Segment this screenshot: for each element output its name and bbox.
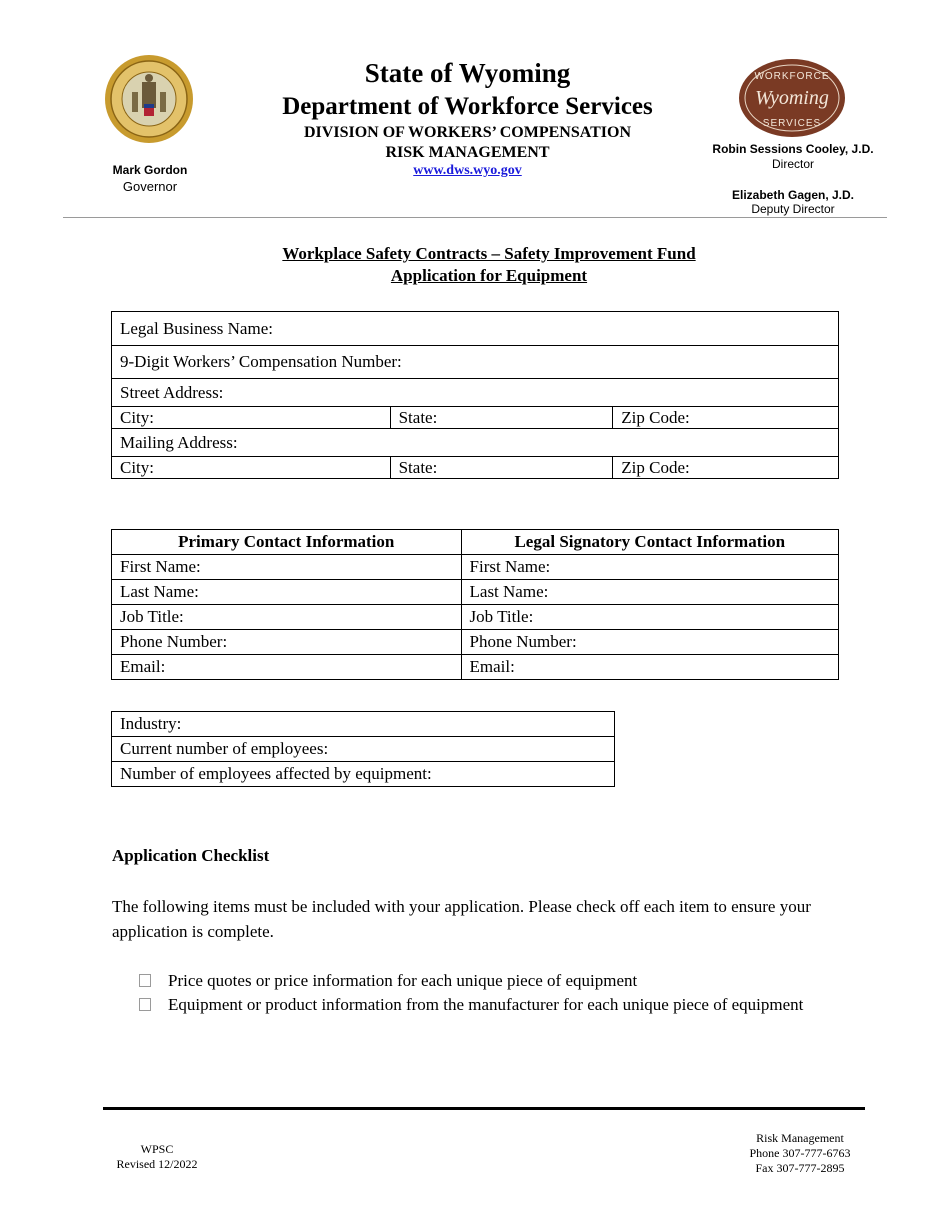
- current-employees-field[interactable]: Current number of employees:: [112, 737, 615, 762]
- primary-job-title-field[interactable]: Job Title:: [112, 605, 462, 630]
- mailing-zip-code-field[interactable]: Zip Code:: [613, 457, 839, 479]
- website-link[interactable]: www.dws.wyo.gov: [413, 163, 522, 178]
- state-field[interactable]: State:: [390, 407, 613, 429]
- checklist-item: [139, 971, 637, 991]
- header-divider: [63, 217, 887, 218]
- primary-contact-header: Primary Contact Information: [112, 530, 462, 555]
- footer-fax: Fax 307-777-2895: [755, 1161, 845, 1175]
- legal-business-name-field[interactable]: Legal Business Name:: [112, 312, 839, 346]
- checklist-item: [139, 995, 803, 1015]
- footer-right: [732, 1131, 868, 1176]
- footer-left: [108, 1142, 206, 1172]
- governor-name: Mark Gordon: [112, 163, 188, 177]
- footer-divider: [103, 1107, 865, 1110]
- primary-last-name-field[interactable]: Last Name:: [112, 580, 462, 605]
- contact-info-table: [111, 529, 839, 680]
- checklist-item-label: Equipment or product information from the manufacturer for each unique piece of equipment: [168, 995, 804, 1014]
- signatory-last-name-field[interactable]: Last Name:: [461, 580, 838, 605]
- signatory-phone-field[interactable]: Phone Number:: [461, 630, 838, 655]
- header-division: DIVISION OF WORKERS’ COMPENSATION: [304, 124, 631, 141]
- footer-office: Risk Management: [756, 1131, 844, 1145]
- form-title: Workplace Safety Contracts – Safety Improvement Fund: [282, 244, 696, 263]
- checkbox-price-quotes[interactable]: [139, 974, 151, 987]
- logo-script-text: Wyoming: [755, 87, 829, 109]
- mailing-city-field[interactable]: City:: [112, 457, 391, 479]
- form-subtitle: Application for Equipment: [390, 266, 588, 285]
- checklist-heading: Application Checklist: [112, 846, 270, 865]
- logo-top-text: WORKFORCE: [754, 71, 830, 82]
- affected-employees-field[interactable]: Number of employees affected by equipment:: [112, 762, 615, 787]
- header-unit: RISK MANAGEMENT: [385, 144, 550, 161]
- deputy-director-title: Deputy Director: [751, 202, 835, 216]
- director-name: Robin Sessions Cooley, J.D.: [712, 142, 874, 156]
- zip-code-field[interactable]: Zip Code:: [613, 407, 839, 429]
- workforce-services-logo: [738, 58, 846, 138]
- deputy-director-name: Elizabeth Gagen, J.D.: [731, 188, 855, 202]
- industry-table: [111, 711, 615, 787]
- director-title: Director: [771, 157, 814, 171]
- footer-phone: Phone 307-777-6763: [749, 1146, 851, 1160]
- wc-number-field[interactable]: 9-Digit Workers’ Compensation Number:: [112, 346, 839, 379]
- checklist-intro: The following items must be included with your application. Please check off each item to ensure your application is complete.: [112, 897, 811, 941]
- signatory-first-name-field[interactable]: First Name:: [461, 555, 838, 580]
- checklist-item-label: Price quotes or price information for each unique piece of equipment: [168, 971, 638, 990]
- governor-title: Governor: [122, 179, 178, 194]
- primary-phone-field[interactable]: Phone Number:: [112, 630, 462, 655]
- legal-signatory-header: Legal Signatory Contact Information: [461, 530, 838, 555]
- street-address-field[interactable]: Street Address:: [112, 379, 839, 407]
- form-id: WPSC: [140, 1142, 174, 1156]
- mailing-address-field[interactable]: Mailing Address:: [112, 429, 839, 457]
- header-state: State of Wyoming: [364, 58, 571, 88]
- business-info-table: [111, 311, 839, 479]
- industry-field[interactable]: Industry:: [112, 712, 615, 737]
- header-department: Department of Workforce Services: [282, 93, 653, 120]
- primary-email-field[interactable]: Email:: [112, 655, 462, 680]
- city-field[interactable]: City:: [112, 407, 391, 429]
- signatory-job-title-field[interactable]: Job Title:: [461, 605, 838, 630]
- primary-first-name-field[interactable]: First Name:: [112, 555, 462, 580]
- signatory-email-field[interactable]: Email:: [461, 655, 838, 680]
- revision-date: Revised 12/2022: [116, 1157, 198, 1171]
- mailing-state-field[interactable]: State:: [390, 457, 613, 479]
- logo-bottom-text: SERVICES: [762, 118, 822, 129]
- checkbox-product-info[interactable]: [139, 998, 151, 1011]
